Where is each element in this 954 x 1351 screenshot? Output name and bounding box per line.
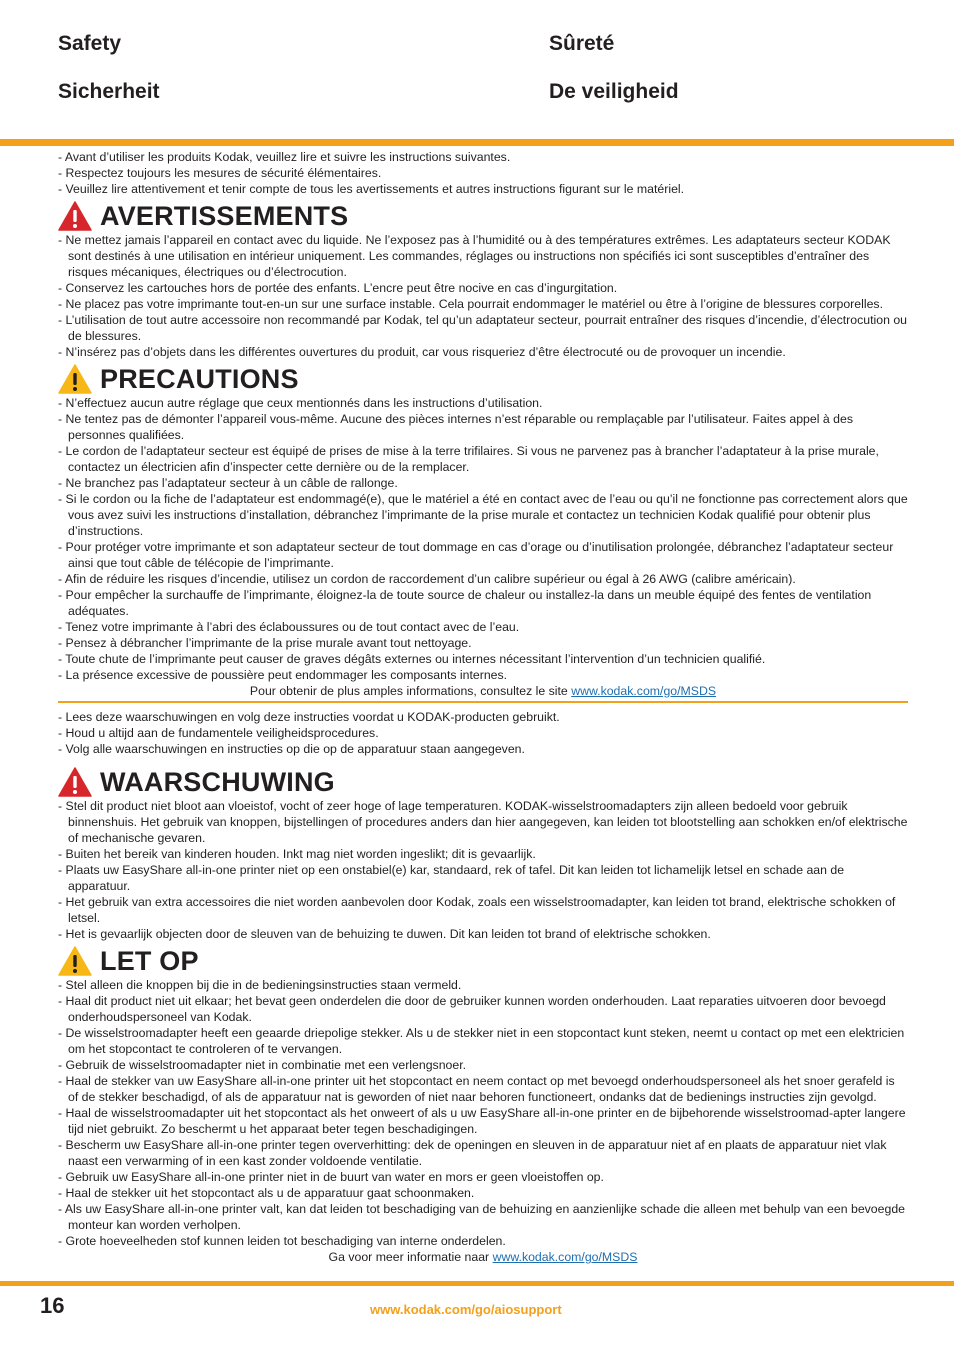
list-item: - Houd u altijd aan de fundamentele veiligheidsprocedures.	[58, 725, 908, 741]
warning-triangle-red-icon	[58, 201, 92, 231]
list-item: - Buiten het bereik van kinderen houden. Inkt mag niet worden ingeslikt; dit is gevaarlijk.	[58, 846, 908, 862]
fr-warnings-list	[58, 232, 908, 360]
list-item: - L’utilisation de tout autre accessoire non recommandé par Kodak, tel qu’un adaptateur secteur, pourrait entraîner des risques d’incendie, d’électrocution ou de blessures.	[58, 312, 908, 344]
section-divider	[58, 701, 908, 703]
section-title: LET OP	[100, 946, 199, 976]
list-item: - Het is gevaarlijk objecten door de sleuven van de behuizing te duwen. Dit kan leiden tot brand of elektrische schokken.	[58, 926, 908, 942]
nl-warnings-list	[58, 798, 908, 942]
list-item: - N’insérez pas d’objets dans les différentes ouvertures du produit, car vous risqueriez d’être électrocuté ou de provoquer un incendie.	[58, 344, 908, 360]
list-item: - Ne mettez jamais l’appareil en contact avec du liquide. Ne l’exposez pas à l’humidité ou à des températures extrêmes. Les adaptateurs secteur KODAK sont destinés à une utilisation en intérieur uniquement. Les commandes, réglages ou instructions non spécifiés ici sont susceptibles d’entraîner des risques mécaniques, électriques ou d’électrocution.	[58, 232, 908, 280]
nl-warning-heading	[58, 767, 908, 797]
list-item: - Lees deze waarschuwingen en volg deze instructies voordat u KODAK-producten gebruikt.	[58, 709, 908, 725]
list-item: - Het gebruik van extra accessoires die niet worden aanbevolen door Kodak, zoals een wisselstroomadapter, kan leiden tot brand, elektrische schokken of letsel.	[58, 894, 908, 926]
msds-text: Pour obtenir de plus amples informations, consultez le site	[249, 684, 572, 698]
fr-cautions-list	[58, 395, 908, 683]
footer-divider	[0, 1281, 954, 1286]
caution-triangle-yellow-icon	[58, 946, 92, 976]
list-item: - La présence excessive de poussière peut endommager les composants internes.	[58, 667, 908, 683]
list-item: - Als uw EasyShare all-in-one printer valt, kan dat leiden tot beschadiging van de behuizing en aanzienlijke schade die alleen met behulp van een bevoegde monteur kan worden verholpen.	[58, 1201, 908, 1233]
list-item: - Le cordon de l’adaptateur secteur est équipé de prises de mise à la terre trifilaires. Si vous ne parvenez pas à brancher l’adaptateur à la prise murale, contactez un électricien afin d’inspecter cette dernière ou de la remplacer.	[58, 443, 908, 475]
list-item: - Conservez les cartouches hors de portée des enfants. L’encre peut être nocive en cas d’ingurgitation.	[58, 280, 908, 296]
list-item: - Grote hoeveelheden stof kunnen leiden tot beschadiging van interne onderdelen.	[58, 1233, 908, 1249]
list-item: - Respectez toujours les mesures de sécurité élémentaires.	[58, 165, 908, 181]
list-item: - Ne branchez pas l’adaptateur secteur à un câble de rallonge.	[58, 475, 908, 491]
list-item: - Haal de stekker uit het stopcontact als u de apparatuur gaat schoonmaken.	[58, 1185, 908, 1201]
nl-intro-list	[58, 709, 908, 757]
warning-triangle-red-icon	[58, 767, 92, 797]
nl-caution-heading	[58, 946, 908, 976]
list-item: - Ne tentez pas de démonter l’appareil vous-même. Aucune des pièces internes n’est réparable ou remplaçable par l’utilisateur. Faites appel à des personnes qualifiées.	[58, 411, 908, 443]
list-item: - Toute chute de l’imprimante peut causer de graves dégâts externes ou internes nécessitant l’intervention d’un technicien qualifié.	[58, 651, 908, 667]
list-item: - Afin de réduire les risques d’incendie, utilisez un cordon de raccordement d’un calibre supérieur ou égal à 26 AWG (calibre américain).	[58, 571, 908, 587]
section-title: AVERTISSEMENTS	[100, 201, 349, 231]
nl-msds-line	[58, 1249, 908, 1265]
fr-caution-heading	[58, 364, 908, 394]
list-item: - Tenez votre imprimante à l’abri des éclaboussures ou de tout contact avec de l’eau.	[58, 619, 908, 635]
list-item: - Gebruik uw EasyShare all-in-one printer niet in de buurt van water en mors er geen vloeistoffen op.	[58, 1169, 908, 1185]
msds-text: Ga voor meer informatie naar	[328, 1250, 493, 1264]
list-item: - Haal dit product niet uit elkaar; het bevat geen onderdelen die door de gebruiker kunnen worden onderhouden. Laat reparaties uitvoeren door bevoegd onderhoudspersoneel van Kodak.	[58, 993, 908, 1025]
heading-surete: Sûreté	[549, 32, 615, 55]
heading-safety: Safety	[58, 32, 122, 55]
list-item: - Ne placez pas votre imprimante tout-en-un sur une surface instable. Cela pourrait endommager le matériel ou être à l’origine de blessures corporelles.	[58, 296, 908, 312]
list-item: - Si le cordon ou la fiche de l’adaptateur est endommagé(e), que le matériel a été en contact avec de l’eau ou qu’il ne fonctionne pas correctement alors que vous avez suivi les instructions d’installation, débranchez l’imprimante de la prise murale et contactez un technicien Kodak qualifié pour obtenir plus d’instructions.	[58, 491, 908, 539]
heading-veiligheid: De veiligheid	[549, 80, 679, 103]
list-item: - Bescherm uw EasyShare all-in-one printer tegen oververhitting: dek de openingen en sleuven in de apparatuur niet af en plaats de apparatuur niet vlak naast een verwarming of in een kast zonder voldoende ventilatie.	[58, 1137, 908, 1169]
msds-link[interactable]: www.kodak.com/go/MSDS	[492, 1250, 638, 1264]
footer-url: www.kodak.com/go/aiosupport	[370, 1302, 562, 1317]
list-item: - Pensez à débrancher l’imprimante de la prise murale avant tout nettoyage.	[58, 635, 908, 651]
section-title: PRECAUTIONS	[100, 364, 299, 394]
page-number: 16	[40, 1293, 65, 1318]
heading-sicherheit: Sicherheit	[58, 80, 160, 103]
list-item: - Haal de wisselstroomadapter uit het stopcontact als het onweert of als u uw EasyShare all-in-one printer en de bijbehorende wisselstroomad-apter langere tijd niet gebruikt. Zo beschermt u het apparaat beter tegen beschadigingen.	[58, 1105, 908, 1137]
nl-cautions-list	[58, 977, 908, 1249]
list-item: - Stel alleen die knoppen bij die in de bedieningsinstructies staan vermeld.	[58, 977, 908, 993]
list-item: - Haal de stekker van uw EasyShare all-in-one printer uit het stopcontact en neem contact op met bevoegd onderhoudspersoneel als het snoer gerafeld is of de stekker beschadigd, of als de apparatuur nat is geworden of niet naar behoren functioneert, ondanks dat de bedienings instructies zijn gevolgd.	[58, 1073, 908, 1105]
main-content	[58, 149, 908, 1265]
fr-msds-line	[58, 683, 908, 699]
list-item: - Pour empêcher la surchauffe de l’imprimante, éloignez-la de toute source de chaleur ou installez-la dans un meuble équipé des fentes de ventilation adéquates.	[58, 587, 908, 619]
caution-triangle-yellow-icon	[58, 364, 92, 394]
list-item: - Veuillez lire attentivement et tenir compte de tous les avertissements et autres instructions figurant sur le matériel.	[58, 181, 908, 197]
list-item: - N’effectuez aucun autre réglage que ceux mentionnés dans les instructions d’utilisation.	[58, 395, 908, 411]
list-item: - Volg alle waarschuwingen en instructies op die op de apparatuur staan aangegeven.	[58, 741, 908, 757]
list-item: - Gebruik de wisselstroomadapter niet in combinatie met een verlengsnoer.	[58, 1057, 908, 1073]
header-divider	[0, 139, 954, 146]
list-item: - Pour protéger votre imprimante et son adaptateur secteur de tout dommage en cas d’orage ou d’inutilisation prolongée, débranchez l’adaptateur secteur ainsi que tout câble de télécopie de l’imprimante.	[58, 539, 908, 571]
list-item: - Plaats uw EasyShare all-in-one printer niet op een onstabiel(e) kar, standaard, rek of tafel. Dit kan leiden tot lichamelijk letsel en schade aan de apparatuur.	[58, 862, 908, 894]
section-title: WAARSCHUWING	[100, 767, 335, 797]
fr-warning-heading	[58, 201, 908, 231]
list-item: - De wisselstroomadapter heeft een geaarde driepolige stekker. Als u de stekker niet in een stopcontact kunt steken, neemt u contact op met een elektricien om het stopcontact te controleren of te vervangen.	[58, 1025, 908, 1057]
list-item: - Stel dit product niet bloot aan vloeistof, vocht of zeer hoge of lage temperaturen. KODAK-wisselstroomadapters zijn alleen bedoeld voor gebruik binnenshuis. Het gebruik van knoppen, bijstellingen of procedures anders dan hier aangegeven, kan leiden tot blootstelling aan schokken en/of elektrische of mechanische gevaren.	[58, 798, 908, 846]
msds-link[interactable]: www.kodak.com/go/MSDS	[571, 684, 717, 698]
fr-intro-list	[58, 149, 908, 197]
list-item: - Avant d’utiliser les produits Kodak, veuillez lire et suivre les instructions suivantes.	[58, 149, 908, 165]
